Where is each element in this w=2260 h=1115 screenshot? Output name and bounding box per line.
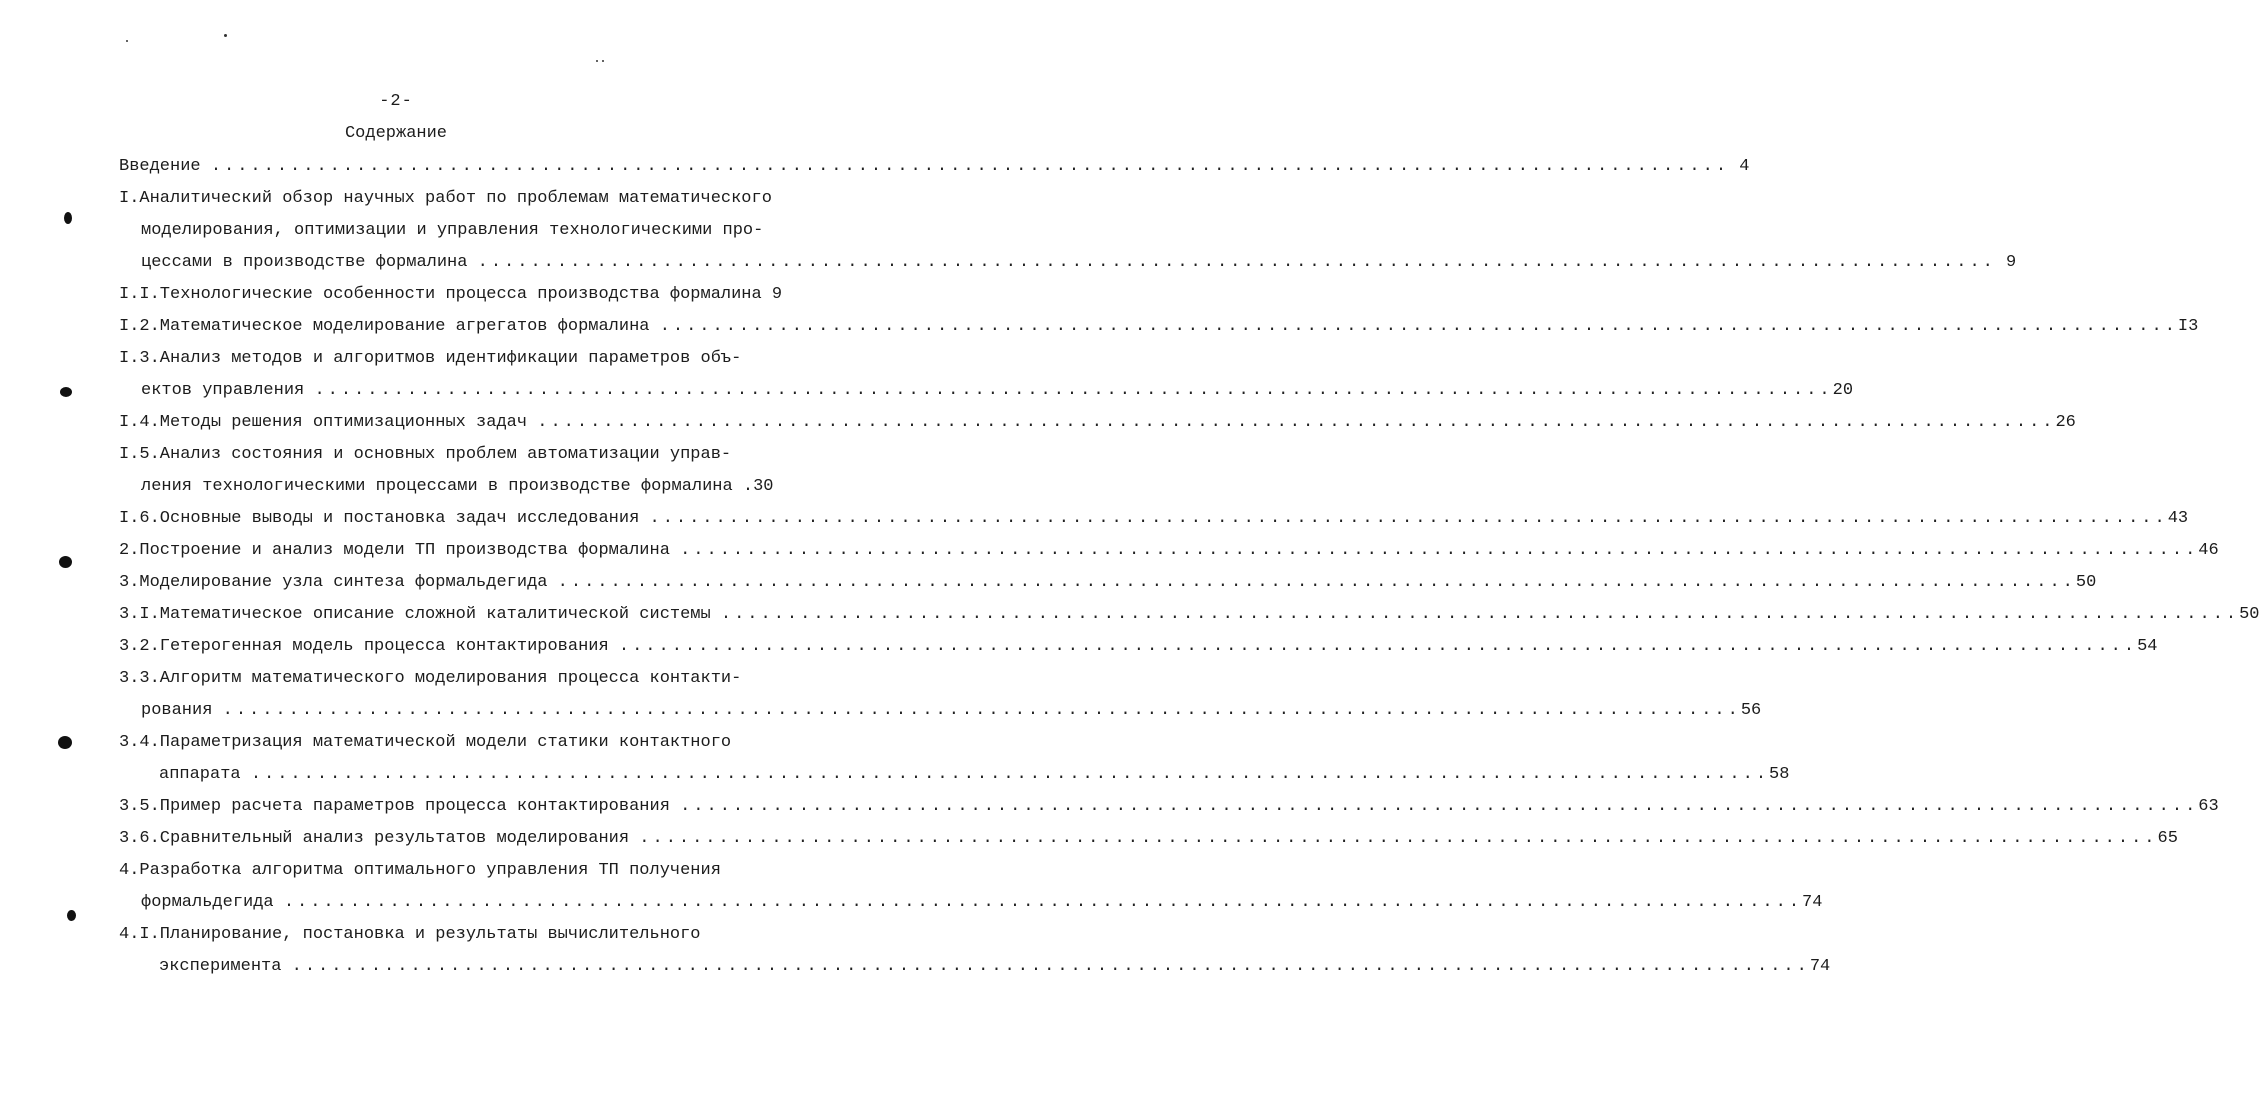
toc-entry-line: I.3.Анализ методов и алгоритмов идентификации параметров объ- bbox=[119, 349, 742, 368]
dot-leader: ................................................................................................................... bbox=[314, 381, 1833, 400]
dot-leader: ................................................................................................................... bbox=[557, 573, 2076, 592]
binder-hole-mark bbox=[59, 556, 72, 568]
dot-leader: ................................................................................................................... bbox=[720, 605, 2240, 624]
toc-entry-3-5 bbox=[119, 797, 2219, 817]
toc-entry-label: I.4.Методы решения оптимизационных задач bbox=[119, 413, 538, 432]
dot-leader: ................................................................................................................... bbox=[618, 637, 2138, 656]
toc-entry-page: 56 bbox=[1740, 701, 1762, 720]
dot-leader: ................................................................................................................... bbox=[222, 701, 1741, 720]
toc-entry-label: 3.I.Математическое описание сложной каталитической системы bbox=[119, 605, 721, 624]
dot-leader: ................................................................................................................... bbox=[680, 541, 2199, 560]
toc-entry-label: I.6.Основные выводы и постановка задач исследования bbox=[119, 509, 650, 528]
dot-leader: ................................................................................................................... bbox=[649, 509, 2168, 528]
toc-title: Содержание bbox=[344, 124, 448, 143]
toc-entry-3-3-last bbox=[141, 701, 1762, 721]
toc-entry-label: эксперимента bbox=[159, 957, 292, 976]
toc-entry-page: 74 bbox=[1802, 893, 1823, 912]
toc-entry-line: моделирования, оптимизации и управления технологическими про- bbox=[141, 221, 764, 240]
toc-entry-label: I.2.Математическое моделирование агрегатов формалина bbox=[119, 317, 660, 336]
toc-entry-page: 26 bbox=[2055, 413, 2076, 432]
toc-entry-1-last bbox=[141, 253, 2017, 273]
toc-entry-line: I.5.Анализ состояния и основных проблем автоматизации управ- bbox=[119, 445, 732, 464]
toc-entry-1-6 bbox=[119, 509, 2189, 529]
toc-entry-3-4-last bbox=[159, 765, 1790, 785]
toc-entry-3-1 bbox=[119, 605, 2260, 625]
toc-entry-1-5-last bbox=[141, 477, 774, 497]
dot-leader: ................................................................................................................... bbox=[680, 797, 2199, 816]
toc-entry-2 bbox=[119, 541, 2219, 561]
scan-speck bbox=[126, 40, 128, 42]
toc-entry-page: 4 bbox=[1729, 157, 1750, 176]
toc-entry-line: 3.3.Алгоритм математического моделирования процесса контакти- bbox=[119, 669, 742, 688]
toc-entry-label: 3.Моделирование узла синтеза формальдегида bbox=[119, 573, 558, 592]
toc-entry-label: 2.Построение и анализ модели ТП производства формалина bbox=[119, 541, 681, 560]
toc-entry-4-last bbox=[141, 893, 1823, 913]
toc-entry-page: 74 bbox=[1809, 957, 1831, 976]
scan-speck bbox=[224, 34, 227, 37]
dot-leader: ................................................................................................................... bbox=[210, 157, 1730, 176]
toc-entry-page: 50 bbox=[2239, 605, 2260, 624]
toc-entry-page: 43 bbox=[2167, 509, 2189, 528]
toc-entry-label: ектов управления bbox=[141, 381, 315, 400]
toc-entry-page: 46 bbox=[2198, 541, 2219, 560]
toc-entry-1-3-last bbox=[141, 381, 1854, 401]
toc-entry-page: 9 bbox=[1995, 253, 2017, 272]
toc-entry-label: 3.6.Сравнительный анализ результатов моделирования bbox=[119, 829, 640, 848]
scan-speck bbox=[602, 60, 604, 62]
binder-hole-mark bbox=[60, 387, 72, 397]
toc-entry-introduction bbox=[119, 157, 1750, 177]
toc-entry-1-2 bbox=[119, 317, 2199, 337]
toc-entry-page: 65 bbox=[2157, 829, 2178, 848]
toc-entry-4-1-last bbox=[159, 957, 1831, 977]
toc-entry-page: 63 bbox=[2198, 797, 2219, 816]
toc-entry-page: 9 bbox=[761, 285, 783, 304]
toc-entry-3 bbox=[119, 573, 2097, 593]
binder-hole-mark bbox=[67, 910, 76, 921]
scan-speck bbox=[596, 60, 598, 62]
toc-entry-page: 20 bbox=[1832, 381, 1854, 400]
toc-entry-3-2 bbox=[119, 637, 2158, 657]
toc-entry-label: рования bbox=[141, 701, 223, 720]
toc-entry-label: I.I.Технологические особенности процесса производства формалина bbox=[119, 285, 762, 304]
toc-entry-label: аппарата bbox=[159, 765, 251, 784]
toc-entry-line: 4.I.Планирование, постановка и результаты вычислительного bbox=[119, 925, 701, 944]
dot-leader: ................................................................................................................... bbox=[477, 253, 1996, 272]
toc-entry-label: 3.5.Пример расчета параметров процесса контактирования bbox=[119, 797, 681, 816]
dot-leader: ................................................................................................................... bbox=[291, 957, 1810, 976]
toc-entry-label: Введение bbox=[119, 157, 211, 176]
toc-entry-label: формальдегида bbox=[141, 893, 284, 912]
binder-hole-mark bbox=[64, 212, 72, 224]
toc-entry-label: 3.2.Гетерогенная модель процесса контактирования bbox=[119, 637, 619, 656]
dot-leader: ................................................................................................................... bbox=[639, 829, 2158, 848]
toc-entry-line: 3.4.Параметризация математической модели статики контактного bbox=[119, 733, 732, 752]
binder-hole-mark bbox=[58, 736, 72, 749]
page-number: -2- bbox=[379, 92, 413, 111]
dot-leader: ................................................................................................................... bbox=[250, 765, 1770, 784]
dot-leader: ................................................................................................................... bbox=[537, 413, 2056, 432]
toc-entry-1-4 bbox=[119, 413, 2076, 433]
toc-entry-line: I.Аналитический обзор научных работ по проблемам математического bbox=[119, 189, 772, 208]
toc-entry-1-1 bbox=[119, 285, 783, 305]
toc-entry-page: 54 bbox=[2137, 637, 2158, 656]
toc-entry-page: .30 bbox=[742, 477, 774, 496]
dot-leader: ................................................................................................................... bbox=[659, 317, 2178, 336]
toc-entry-page: 58 bbox=[1769, 765, 1790, 784]
dot-leader: ................................................................................................................... bbox=[283, 893, 1803, 912]
toc-entry-page: I3 bbox=[2177, 317, 2199, 336]
toc-entry-line: 4.Разработка алгоритма оптимального управления ТП получения bbox=[119, 861, 721, 880]
toc-entry-label: ления технологическими процессами в производстве формалина bbox=[141, 477, 743, 496]
toc-entry-label: цессами в производстве формалина bbox=[141, 253, 478, 272]
toc-entry-3-6 bbox=[119, 829, 2178, 849]
toc-entry-page: 50 bbox=[2075, 573, 2097, 592]
